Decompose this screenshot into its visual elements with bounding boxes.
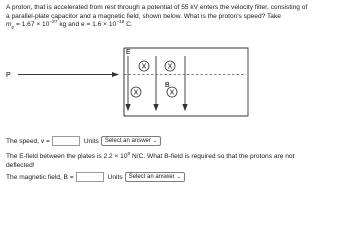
speed-answer-row [6,136,161,146]
efield-line-1 [6,153,346,162]
b-field-symbol-2 [165,61,175,71]
problem-line-3 [6,21,346,30]
charge-unit: C. [124,21,133,29]
efield-exponent: 6 [127,151,131,157]
chevron-down-icon: ⌄ [152,138,158,144]
b-field-x: X [141,63,147,71]
b-field-symbol-3 [131,87,141,97]
problem-line-2: a parallel-plate capacitor and a magnetic field, shown below. What is the proton's speed? Take [6,12,281,20]
bfield-label: The magnetic field, B = [6,173,74,181]
mass-subscript: p [11,25,15,31]
problem-statement [6,4,346,30]
label-e: E [126,49,131,56]
label-b: B [165,82,170,89]
efield-text-b: N/C. What B-field is required so that the protons are not [130,153,295,160]
b-field-x: X [169,89,175,97]
bfield-units-select[interactable] [125,172,185,182]
speed-label: The speed, v = [6,137,50,145]
mass-symbol: m [6,21,12,29]
b-field-x: X [133,89,139,97]
mass-value: = 1.67 × 10 [14,21,50,29]
speed-units-select[interactable] [101,136,161,146]
velocity-filter-diagram [0,44,350,124]
bfield-input[interactable] [76,172,104,182]
b-field-x: X [167,63,173,71]
efield-text-a: The E-field between the plates is 2.2 × 10 [6,153,128,160]
bfield-units-label: Units [107,173,123,181]
speed-units-select-value: Select an answer [104,138,151,144]
mass-exponent: −27 [49,20,58,25]
label-p: P [6,72,11,79]
proton-beam-arrowhead [112,72,119,77]
speed-input[interactable] [52,136,80,146]
charge-exponent: −19 [116,20,125,25]
problem-line-1: A proton, that is accelerated from rest through a potential of 55 kV enters the velocity filter, consisting of [6,4,308,11]
e-field-arrows [126,56,187,110]
bfield-units-select-value: Select an answer [128,174,175,180]
field-region-border [133,48,248,116]
efield-line-2: deflected! [6,161,35,169]
chevron-down-icon: ⌄ [176,174,181,180]
efield-question [6,153,346,170]
charge-value: kg and e = 1.6 × 10 [57,21,117,29]
speed-units-label: Units [83,137,99,145]
bfield-answer-row [6,172,185,182]
b-field-symbol-1 [139,61,149,71]
